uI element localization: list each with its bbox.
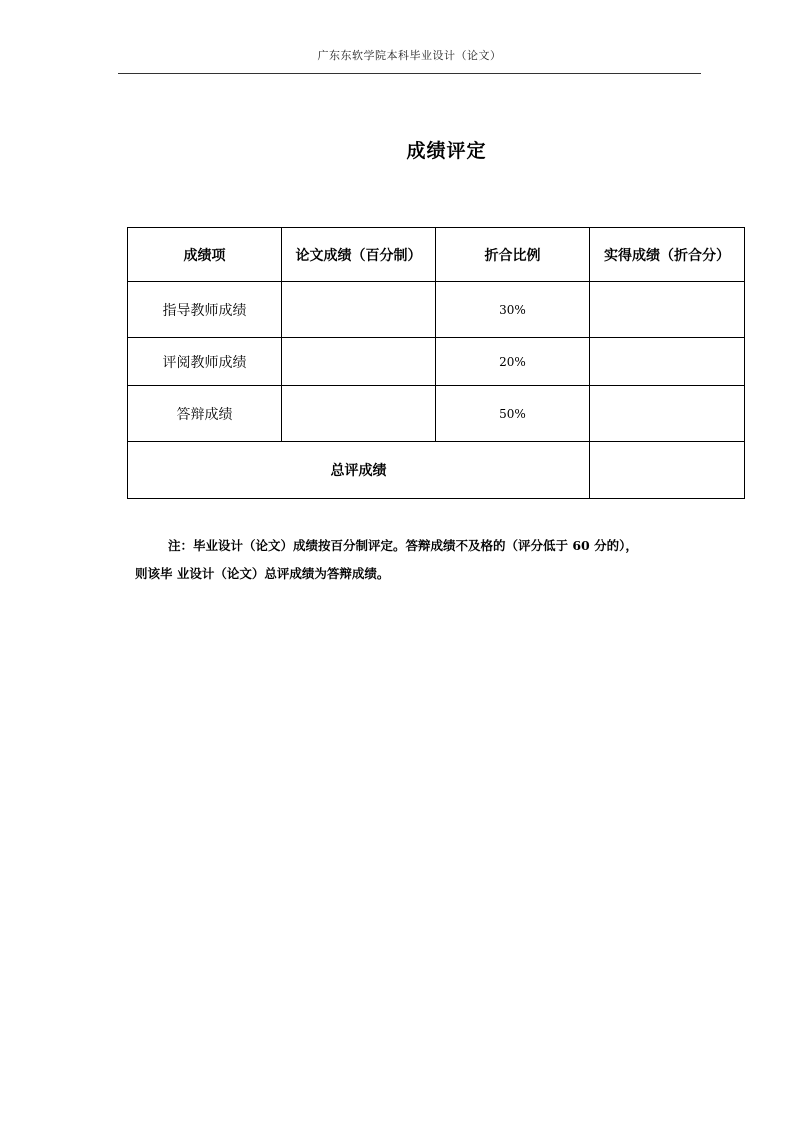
column-header-weighted: 实得成绩（折合分） [590, 228, 745, 282]
ratio-cell: 50% [436, 386, 590, 442]
header-rule [118, 73, 701, 74]
total-score-label: 总评成绩 [128, 442, 590, 499]
table-row [128, 282, 745, 338]
table-row [128, 386, 745, 442]
weighted-score-cell[interactable] [590, 338, 745, 386]
row-item-label: 评阅教师成绩 [128, 338, 282, 386]
ratio-cell: 30% [436, 282, 590, 338]
row-item-label: 指导教师成绩 [128, 282, 282, 338]
column-header-score: 论文成绩（百分制） [282, 228, 436, 282]
grading-note [135, 532, 735, 588]
ratio-cell: 20% [436, 338, 590, 386]
page-header: 广东东软学院本科毕业设计（论文） [317, 49, 502, 62]
note-line-1: 注：毕业设计（论文）成绩按百分制评定。答辩成绩不及格的（评分低于 60 分的）， [168, 538, 638, 553]
weighted-score-cell[interactable] [590, 386, 745, 442]
weighted-score-cell[interactable] [590, 282, 745, 338]
note-line-2: 则该毕 业设计（论文）总评成绩为答辩成绩。 [135, 566, 390, 581]
total-score-cell[interactable] [590, 442, 745, 499]
table-row [128, 338, 745, 386]
score-cell[interactable] [282, 338, 436, 386]
score-cell[interactable] [282, 282, 436, 338]
score-cell[interactable] [282, 386, 436, 442]
total-row [128, 442, 745, 499]
grade-table [127, 227, 745, 499]
row-item-label: 答辩成绩 [128, 386, 282, 442]
column-header-item: 成绩项 [128, 228, 282, 282]
page-title: 成绩评定 [406, 140, 487, 162]
column-header-ratio: 折合比例 [436, 228, 590, 282]
table-header-row [128, 228, 745, 282]
